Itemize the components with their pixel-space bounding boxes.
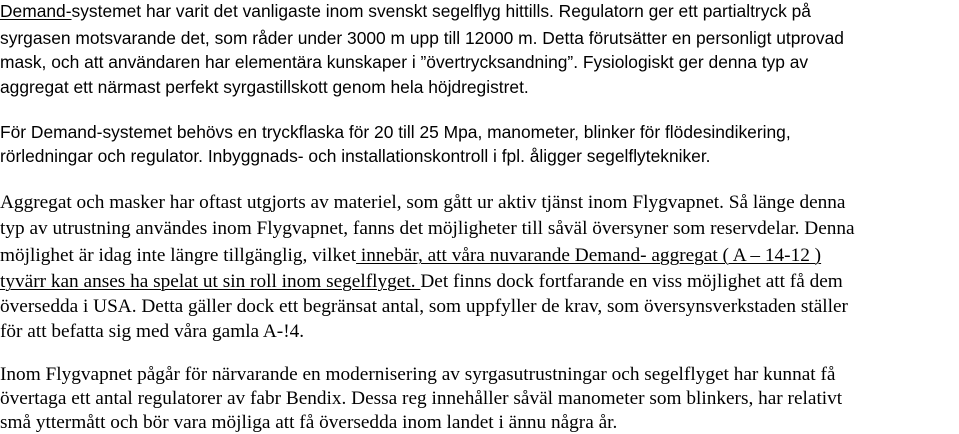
paragraph-2-line-2: rörledningar och regulator. Inbyggnads- och installationskontroll i fpl. åligger segelflytekniker. <box>0 146 711 166</box>
paragraph-4-line-2: övertaga ett antal regulatorer av fabr Bendix. Dessa reg innehåller såväl manometer som blinkers, har relativt <box>0 388 843 409</box>
paragraph-1-line-4: aggregat ett närmast perfekt syrgastillskott genom hela höjdregistret. <box>0 77 529 97</box>
paragraph-3-line-4-underlined: tyvärr kan anses ha spelat ut sin roll inom segelflyget. <box>0 271 421 292</box>
paragraph-4-line-1: Inom Flygvapnet pågår för närvarande en modernisering av syrgasutrustningar och segelflyget har kunnat få <box>0 364 836 385</box>
paragraph-4-line-3: små yttermått och bör vara möjliga att få översedda inom landet i ännu några år. <box>0 412 618 433</box>
paragraph-1-line-1-text: systemet har varit det vanligaste inom svenskt segelflyg hittills. Regulatorn ger ett partialtryck på <box>71 1 811 21</box>
paragraph-2-line-1: För Demand-systemet behövs en tryckflaska för 20 till 25 Mpa, manometer, blinker för flödesindikering, <box>0 122 791 142</box>
paragraph-3-line-3 <box>0 246 821 265</box>
demand-underlined-word: Demand- <box>0 1 72 21</box>
paragraph-1-line-1 <box>0 3 811 20</box>
paragraph-3-line-3-underlined: innebär, att våra nuvarande Demand- aggregat ( A – 14-12 ) <box>356 245 822 266</box>
paragraph-3-line-5: översedda i USA. Detta gäller dock ett begränsat antal, som uppfyller de krav, som översynsverkstaden ställer <box>0 296 848 317</box>
paragraph-3-line-6: för att befatta sig med våra gamla A-!4. <box>0 321 305 342</box>
paragraph-3-line-4-text: Det finns dock fortfarande en viss möjlighet att få dem <box>420 271 843 292</box>
paragraph-3-line-2: typ av utrustning användes inom Flygvapnet, fanns det möjligheter till såväl översyner som reservdelar. Denna <box>0 218 855 239</box>
paragraph-3-line-4 <box>0 272 843 291</box>
paragraph-3-line-3-text: möjlighet är idag inte längre tillgänglig, vilket <box>0 245 357 266</box>
paragraph-1-line-3: mask, och att användaren har elementära kunskaper i ”övertrycksandning”. Fysiologiskt ger denna typ av <box>0 52 809 72</box>
paragraph-3-line-1: Aggregat och masker har oftast utgjorts av materiel, som gått ur aktiv tjänst inom Flygvapnet. Så länge denna <box>0 192 846 213</box>
paragraph-1-line-2: syrgasen motsvarande det, som råder under 3000 m upp till 12000 m. Detta förutsätter en personligt utprovad <box>0 28 844 48</box>
